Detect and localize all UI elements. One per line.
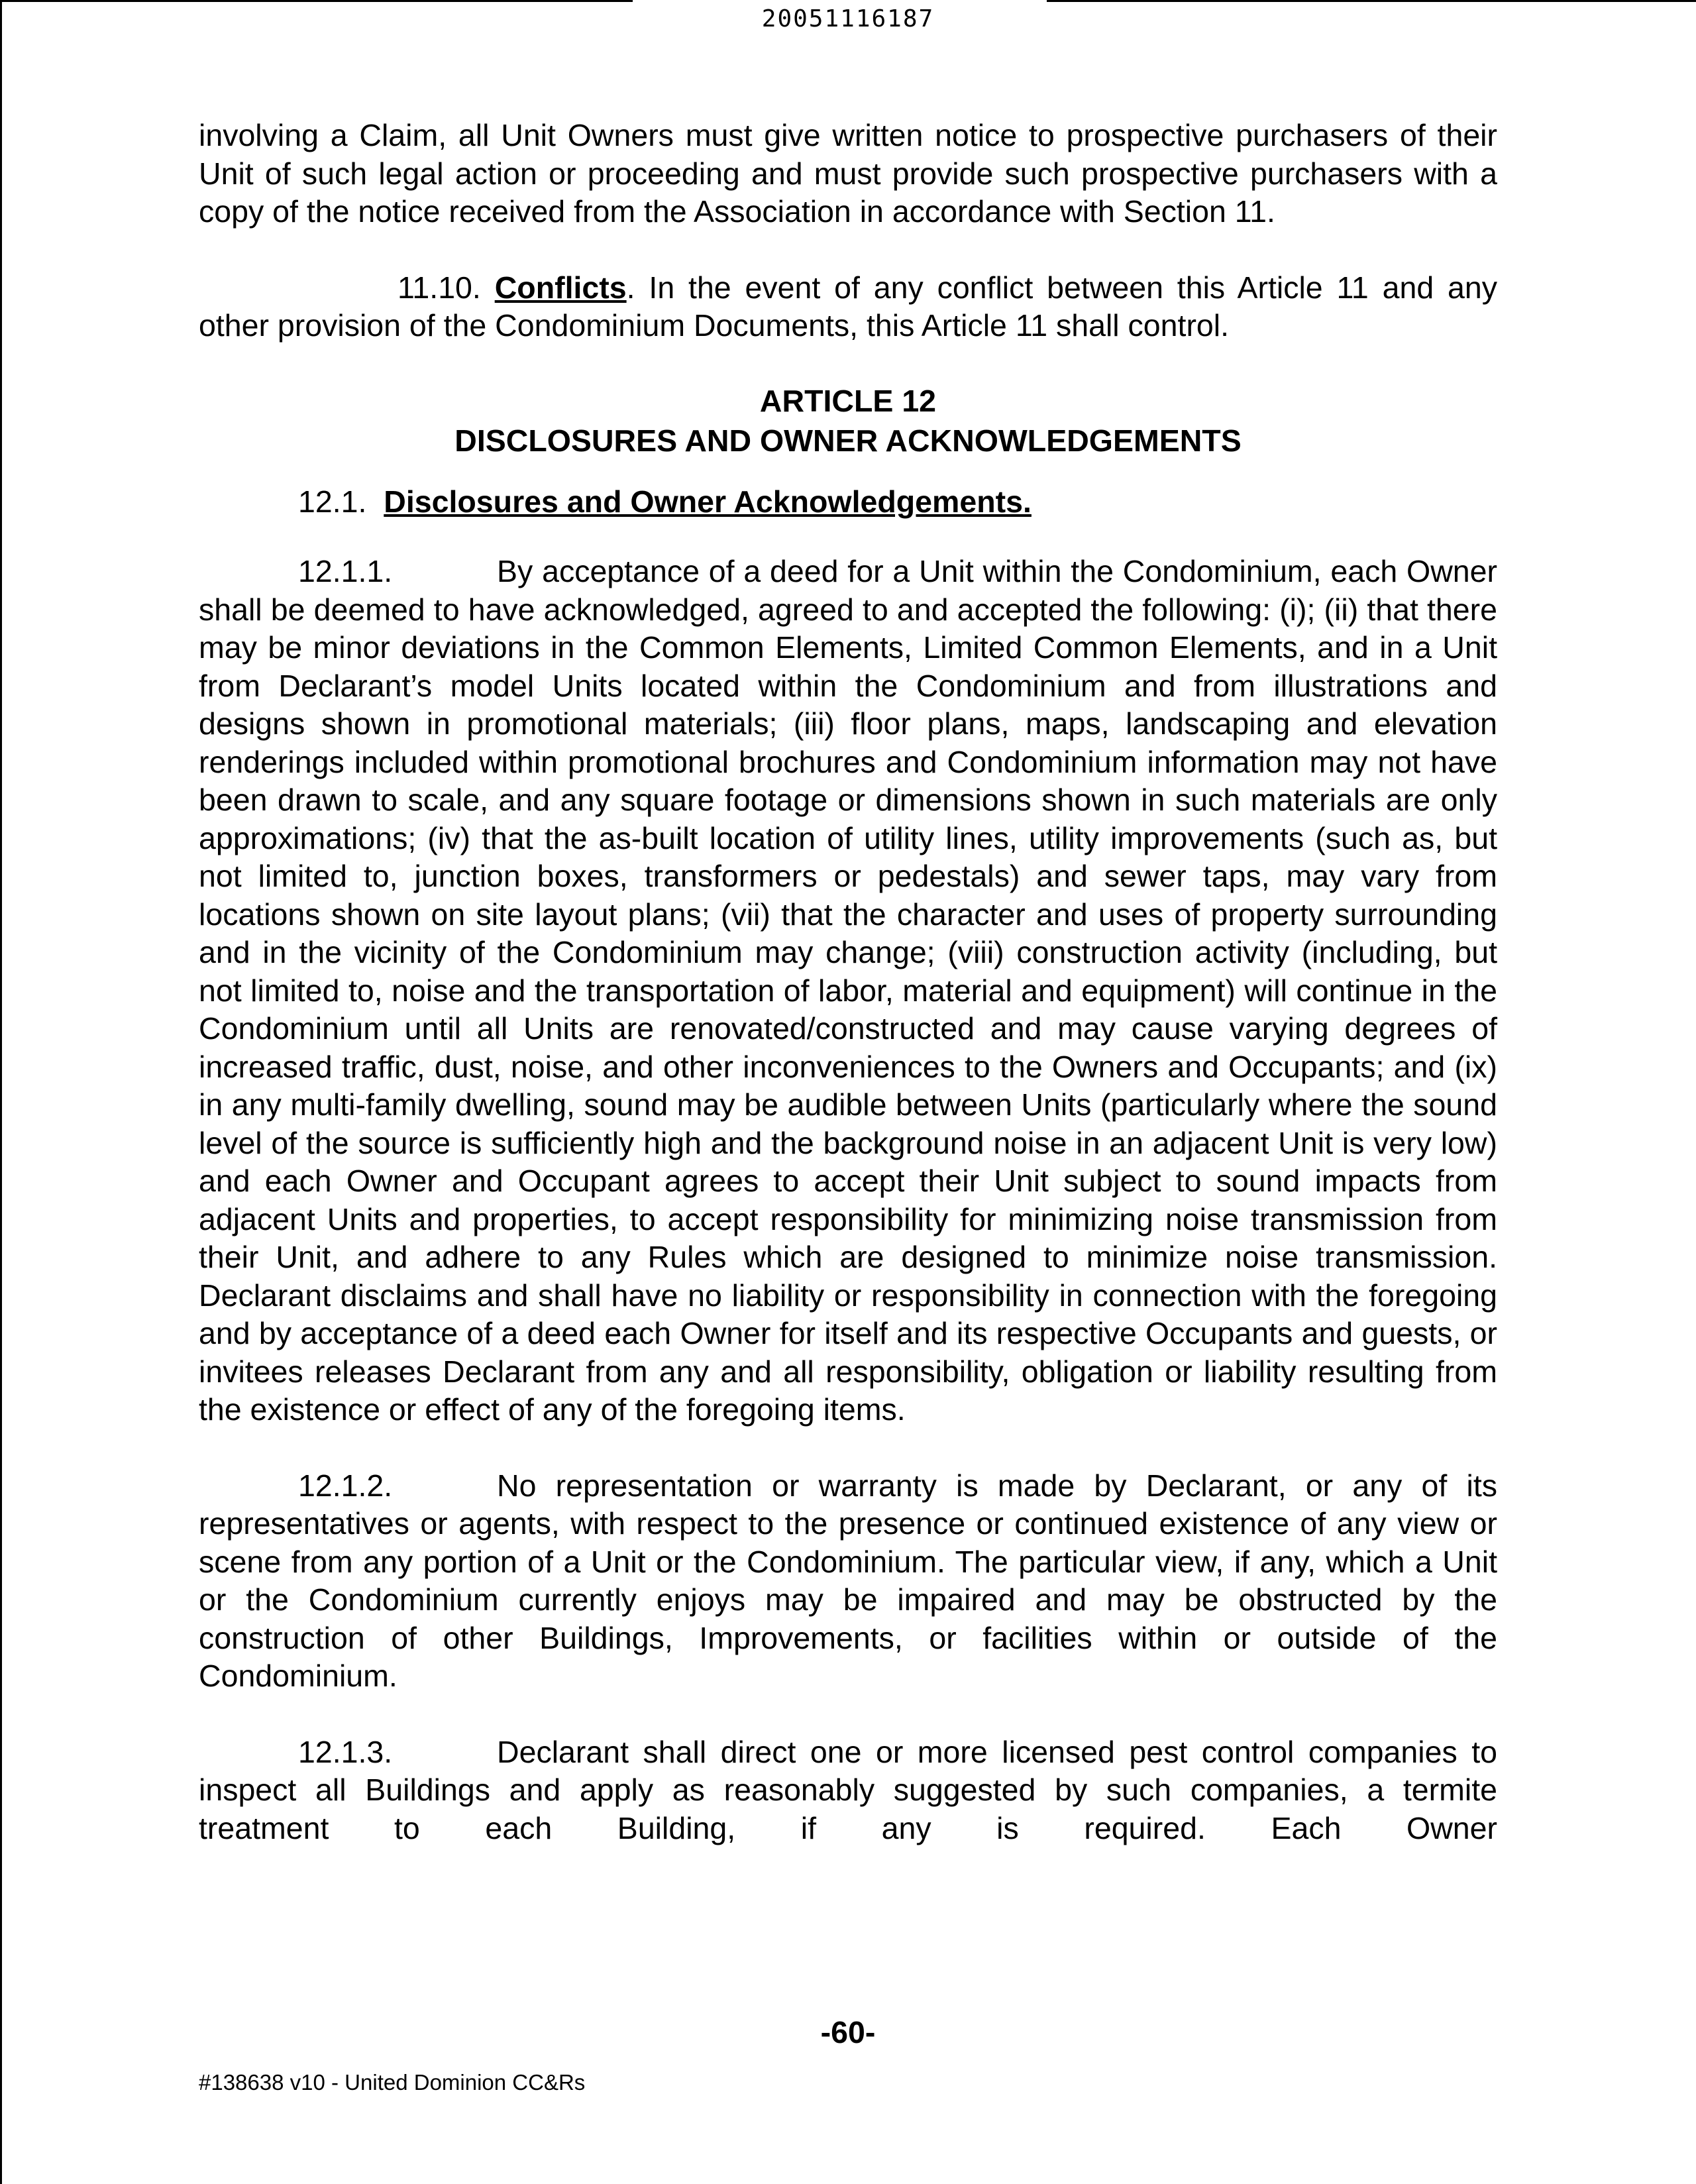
subsection-12-1-2 — [199, 1467, 1497, 1696]
subsection-number: 12.1.2. — [298, 1468, 393, 1503]
article-heading — [199, 381, 1497, 461]
subsection-12-1-3 — [199, 1733, 1497, 1848]
section-11-10 — [199, 269, 1497, 345]
continuation-paragraph: involving a Claim, all Unit Owners must give written notice to prospective purchasers of their Unit of such legal action or proceeding and must provide such prospective purchasers with a copy of the notice received from the Association in accordance with Section 11. — [199, 118, 1497, 229]
section-number: 12.1. — [298, 484, 367, 519]
article-title: DISCLOSURES AND OWNER ACKNOWLEDGEMENTS — [454, 423, 1242, 458]
subsection-text: By acceptance of a deed for a Unit within the Condominium, each Owner shall be deemed to have acknowledged, agreed to and accepted the following: (i); (ii) that there may be minor deviations in the Common Elements, Limited Common Elements, and in a Unit from Declarant’s model Units located within the Condominium and from illustrations and designs shown in promotional materials; (iii) floor plans, maps, landscaping and elevation renderings included within promotional brochures and Condominium information may not have been drawn to scale, and any square footage or dimensions shown in such materials are only approximations; (iv) that the as-built location of utility lines, utility improvements (such as, but not limited to, junction boxes, transformers or pedestals) and sewer taps, may vary from locations shown on site layout plans; (vii) that the character and uses of property surrounding and in the vicinity of the Condominium may change; (viii) construction activity (including, but not limited to, noise and the transportation of labor, material and equipment) will continue in the Condominium until all Units are renovated/constructed and may cause varying degrees of increased traffic, dust, noise, and other inconveniences to the Owners and Occupants; and (ix) in any multi-family dwelling, sound may be audible between Units (particularly where the sound level of the source is sufficiently high and the background noise in an adjacent Unit is very low) and each Owner and Occupant agrees to accept their Unit subject to sound impacts from adjacent Units and properties, to accept responsibility for minimizing noise transmission from their Unit, and adhere to any Rules which are designed to minimize noise transmission. Declarant disclaims and shall have no liability or responsibility in connection with the foregoing and by acceptance of a deed each Owner for itself and its respective Occupants and guests, or invitees releases Declarant from any and all responsibility, obligation or liability resulting from the existence or effect of any of the foregoing items. — [199, 554, 1497, 1427]
section-title: Disclosures and Owner Acknowledgements. — [384, 484, 1032, 519]
top-rule-left — [0, 0, 633, 2]
subsection-12-1-1 — [199, 553, 1497, 1429]
recording-number: 20051116187 — [761, 5, 935, 32]
subsection-text: Declarant shall direct one or more licensed pest control companies to inspect all Buildings and apply as reasonably suggested by such companies, a termite treatment to each Building, if any is required. Each Owner — [199, 1734, 1497, 1845]
section-12-1-heading — [199, 483, 1497, 521]
section-text: . In the event of any conflict between this Article 11 and any other provision of the Condominium Documents, this Article 11 shall control. — [199, 270, 1498, 343]
page-body — [199, 117, 1497, 1847]
scan-left-edge — [0, 0, 2, 2184]
subsection-text: No representation or warranty is made by Declarant, or any of its representatives or agents, with respect to the presence or continued existence of any view or scene from any portion of a Unit or the Condominium. The particular view, if any, which a Unit or the Condominium currently enjoys may be impaired and may be obstructed by the construction of other Buildings, Improvements, or facilities within or outside of the Condominium. — [199, 1468, 1497, 1693]
section-number: 11.10. — [398, 270, 481, 305]
subsection-number: 12.1.3. — [298, 1734, 393, 1769]
footer-document-id: #138638 v10 - United Dominion CC&Rs — [199, 2070, 586, 2095]
top-rule-right — [1047, 0, 1696, 2]
article-number: ARTICLE 12 — [759, 383, 937, 418]
page-number: -60- — [820, 2015, 876, 2049]
subsection-number: 12.1.1. — [298, 554, 393, 588]
section-title: Conflicts — [494, 270, 627, 305]
